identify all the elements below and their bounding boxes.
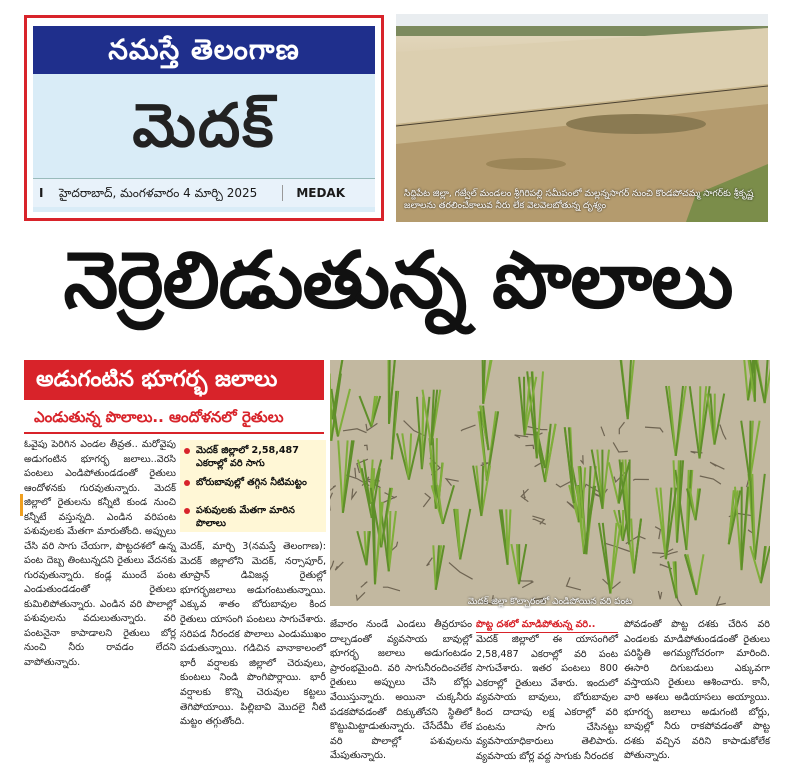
edition-label: MEDAK bbox=[296, 179, 345, 207]
article-body-column-1 bbox=[180, 540, 326, 730]
highlight-item bbox=[184, 444, 322, 474]
article-text: మెదక్, మార్చి 3(నమస్తే తెలంగాణ): మెదక్ జిల్లాలోని మెదక్, నర్సాపూర్, తూప్రాన్ డివిజన్ల రైతుల్లో భూగర్భజలాలు అడుగంటుతున్నాయి. ఎక్కువ శాతం బోరుబావుల కింద రైతులు యాసంగి పంటలు సాగుచేశారు. సరిపడ నీరందక పొలాలు ఎండుముఖం పడుతున్నాయి. గడిచిన వానాకాలంలో భారీ వర్షాలకు జిల్లాలో చెరువులు, కుంటలు నిండి పొంగిపొర్లాయి. భారీ వర్షాలకు కొన్ని చెరువుల కట్టలు తెగిపోయాయి. పిల్లిబావి మొదలై నీటి మట్టం తగ్గుతోంది. bbox=[180, 540, 326, 730]
article-text: మెదక్ జిల్లాలో ఈ యాసంగిలో 2,58,487 ఎకరాల్లో వరి పంట సాగుచేశారు. ఇతర పంటలు 800 ఎకరాల్లో రైతులు వేశారు. ఇందులో వ్యవసాయ బావులు, బోరుబావుల కింద దాదాపు లక్ష ఎకరాల్లో వరి పంటను సాగు చేసినట్టు వ్యవసాయాధికారులు తెలిపారు. వ్యవసాయ బోర్ల వద్ద సాగుకు నీరందక bbox=[476, 633, 618, 764]
article-text: జేవారం నుండే ఎండలు తీవ్రరూపం దాల్చడంతో వ్యవసాయ బావుల్లో భూగర్భ జలాలు అడుగంటడం ప్రారంభమైంది. వరి సాగునీరందించలేక రైతులు అప్పులు చేసి బోర్లు వేయిస్తున్నారు. అయినా చుక్కనీరు పడకపోవడంతో దిక్కుతోచని స్థితిలో కొట్టుమిట్టాడుతున్నారు. చేసేదేమీ లేక వరి పొలాల్లో పశువులను మేపుతున్నారు. bbox=[330, 618, 472, 764]
dateline: హైదరాబాద్, మంగళవారం 4 మార్చి 2025 bbox=[59, 179, 257, 207]
rice-leaf bbox=[389, 360, 390, 424]
rice-leaf bbox=[629, 460, 630, 545]
dry-paddy-photo bbox=[330, 360, 770, 606]
dateline-divider bbox=[282, 185, 283, 201]
bullet-icon bbox=[184, 448, 190, 454]
highlight-item bbox=[184, 504, 322, 530]
rice-leaf bbox=[754, 360, 755, 402]
intro-column bbox=[24, 438, 176, 670]
intro-text: ఓవైపు పెరిగిన ఎండల తీవ్రత.. మరోవైపు అడుగంటిన భూగర్భ జలాలు..వెరసి పంటలు ఎండిపోతుండడంతో రైతులు ఆందోళనకు గురవుతున్నారు. మెదక్ జిల్లాలో రైతులను కన్నీటి కుండ నుంచి కన్నీటే వస్తున్నది. ఎండిన వరిపంట పశువులకు మేతగా మారుతోంది. అప్పులు చేసి వరి సాగు చేయగా, పొట్టదశలో ఉన్న పంట దెబ్బ తింటున్నదని రైతులు వేదనకు గురవుతున్నారు. కండ్ల ముందే పంట ఎండుతుండడంతో రైతులు కుమిలిపోతున్నారు. ఎండిన వరి పొలాల్లో పశువులను వదులుతున్నారు. వరి పంటనైనా కాపాడాలని రైతులు బోర్ల నుంచి నీరు రావడం లేదని వాపోతున్నారు. bbox=[24, 438, 176, 670]
bullet-icon bbox=[184, 480, 190, 486]
main-headline: నెర్రెలిడుతున్న పొలాలు bbox=[24, 228, 772, 334]
accent-bar bbox=[20, 494, 23, 516]
masthead bbox=[24, 15, 384, 221]
highlight-text: పశువులకు మేతగా మారిన పొలాలు bbox=[196, 504, 322, 530]
sub-headline-banner: అడుగంటిన భూగర్భ జలాలు bbox=[24, 360, 324, 400]
article-body-column-2 bbox=[330, 618, 472, 764]
article-body-column-4 bbox=[624, 618, 770, 764]
district-title: మెదక్ bbox=[33, 86, 375, 166]
highlight-text: బోరుబావుల్లో తగ్గిన నీటిమట్టం bbox=[196, 476, 322, 489]
subsection-heading: పొట్ట దశలో మాడిపోతున్న వరి.. bbox=[476, 618, 618, 633]
rice-leaf bbox=[750, 421, 751, 481]
article-body-column-3 bbox=[476, 633, 618, 764]
highlight-text: మెదక్ జిల్లాలో 2,58,487 ఎకరాల్లో వరి సాగు bbox=[196, 444, 322, 470]
bullet-icon bbox=[184, 508, 190, 514]
brand-name: నమస్తే తెలంగాణ bbox=[33, 26, 375, 74]
highlights-box bbox=[180, 440, 326, 532]
rice-leaf bbox=[524, 377, 525, 436]
highlight-item bbox=[184, 476, 322, 502]
dateline-bar bbox=[33, 178, 375, 207]
canal-photo-caption: సిద్దిపేట జిల్లా, గజ్వేల్ మండలం శ్రీగిరిపల్లి సమీపంలో మల్లన్నసాగర్ నుంచి కొండపోచమ్మ సాగర్‌కు శ్రీకృష్ణ జలాలను తరలించేకాలువ నీరు లేక వెలవెలబోతున్న దృశ్యం bbox=[404, 188, 764, 212]
cracked-field-illustration bbox=[330, 360, 770, 606]
page-marker: I bbox=[39, 179, 43, 207]
article-text: పోవడంతో పొట్ట దశకు చేరిన వరి ఎండలకు మాడిపోతుండడంతో రైతులు పరిస్థితి అగమ్యగోచరంగా మారింది. ఈసారి దిగుబడులు ఎక్కువగా వస్తాయని రైతులు ఆశించారు. కానీ, వారి ఆశలు అడియాసలు అయ్యాయి. భూగర్భ జలాలు అడుగంటి బోర్లు, బావుల్లో నీరు రాకపోవడంతో పొట్ట దశకు వచ్చిన వరిని కాపాడుకోలేక పోతున్నారు. bbox=[624, 618, 770, 764]
sub-headline-strip: ఎండుతున్న పొలాలు.. ఆందోళనలో రైతులు bbox=[24, 400, 324, 434]
field-photo-caption: మెదక్ జిల్లా కొల్చారంలో ఎండిపోయిన వరి పంట bbox=[330, 596, 770, 608]
masthead-panel bbox=[33, 26, 375, 212]
rice-leaf bbox=[374, 502, 375, 584]
